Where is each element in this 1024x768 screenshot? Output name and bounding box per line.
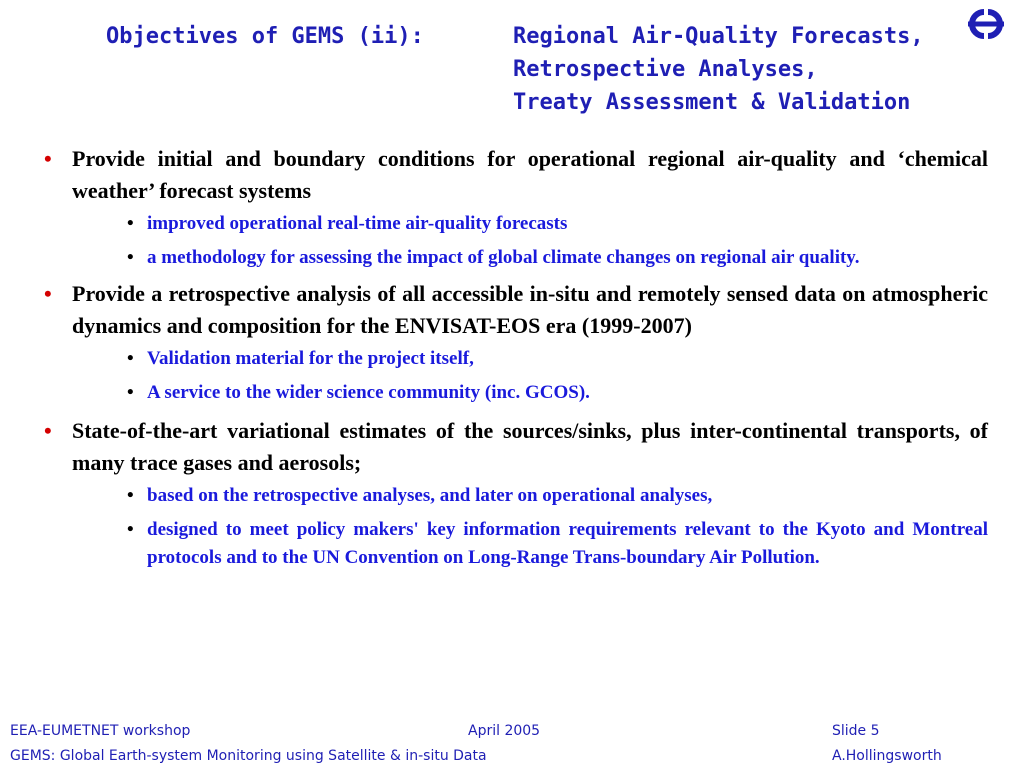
sub-bullet-text: A service to the wider science community (inc. GCOS). [147, 382, 590, 403]
sub-bullet-item [119, 244, 988, 272]
slide-subtitle [513, 20, 924, 119]
sub-bullet-dot: • [127, 382, 134, 403]
bullet-text: Provide initial and boundary conditions for operational regional air-quality and ‘chemical weather’ forecast systems [72, 146, 988, 203]
bullet-dot: • [44, 281, 52, 306]
sub-bullet-item [119, 210, 988, 238]
sub-bullet-item [119, 345, 988, 373]
sub-bullet-dot: • [127, 485, 134, 506]
bullet-item [44, 143, 988, 206]
subtitle-line-3: Treaty Assessment & Validation [513, 90, 911, 115]
footer-subtitle: GEMS: Global Earth-system Monitoring using Satellite & in-situ Data [10, 748, 487, 764]
sub-bullet-dot: • [127, 247, 134, 268]
sub-bullet-item [119, 516, 988, 572]
sub-bullet-item [119, 379, 988, 407]
slide-title: Objectives of GEMS (ii): [106, 24, 424, 49]
sub-bullet-text: a methodology for assessing the impact of global climate changes on regional air quality. [147, 247, 860, 268]
sub-bullet-text: designed to meet policy makers' key information requirements relevant to the Kyoto and Montreal protocols and to the UN Convention on Long-Range Trans-boundary Air Pollution. [147, 519, 988, 568]
bullet-dot: • [44, 418, 52, 443]
footer-workshop: EEA-EUMETNET workshop [10, 723, 191, 739]
bullet-item [44, 415, 988, 478]
sub-bullet-text: improved operational real-time air-quality forecasts [147, 213, 568, 234]
sub-bullet-text: based on the retrospective analyses, and later on operational analyses, [147, 485, 713, 506]
ecmwf-logo-icon [962, 4, 1010, 44]
bullet-item [44, 278, 988, 341]
footer-slide-number: Slide 5 [832, 723, 880, 739]
sub-bullet-dot: • [127, 213, 134, 234]
bullet-text: State-of-the-art variational estimates of the sources/sinks, plus inter-continental transports, of many trace gases and aerosols; [72, 418, 988, 475]
bullet-list [44, 143, 988, 572]
sub-bullet-dot: • [127, 519, 134, 540]
bullet-text: Provide a retrospective analysis of all accessible in-situ and remotely sensed data on atmospheric dynamics and composition for the ENVISAT-EOS era (1999-2007) [72, 281, 988, 338]
sub-bullet-item [119, 482, 988, 510]
footer-author: A.Hollingsworth [832, 748, 942, 764]
subtitle-line-2: Retrospective Analyses, [513, 57, 818, 82]
sub-bullet-dot: • [127, 348, 134, 369]
footer-date: April 2005 [468, 723, 541, 739]
bullet-dot: • [44, 146, 52, 171]
subtitle-line-1: Regional Air-Quality Forecasts, [513, 24, 924, 49]
sub-bullet-text: Validation material for the project itself, [147, 348, 474, 369]
